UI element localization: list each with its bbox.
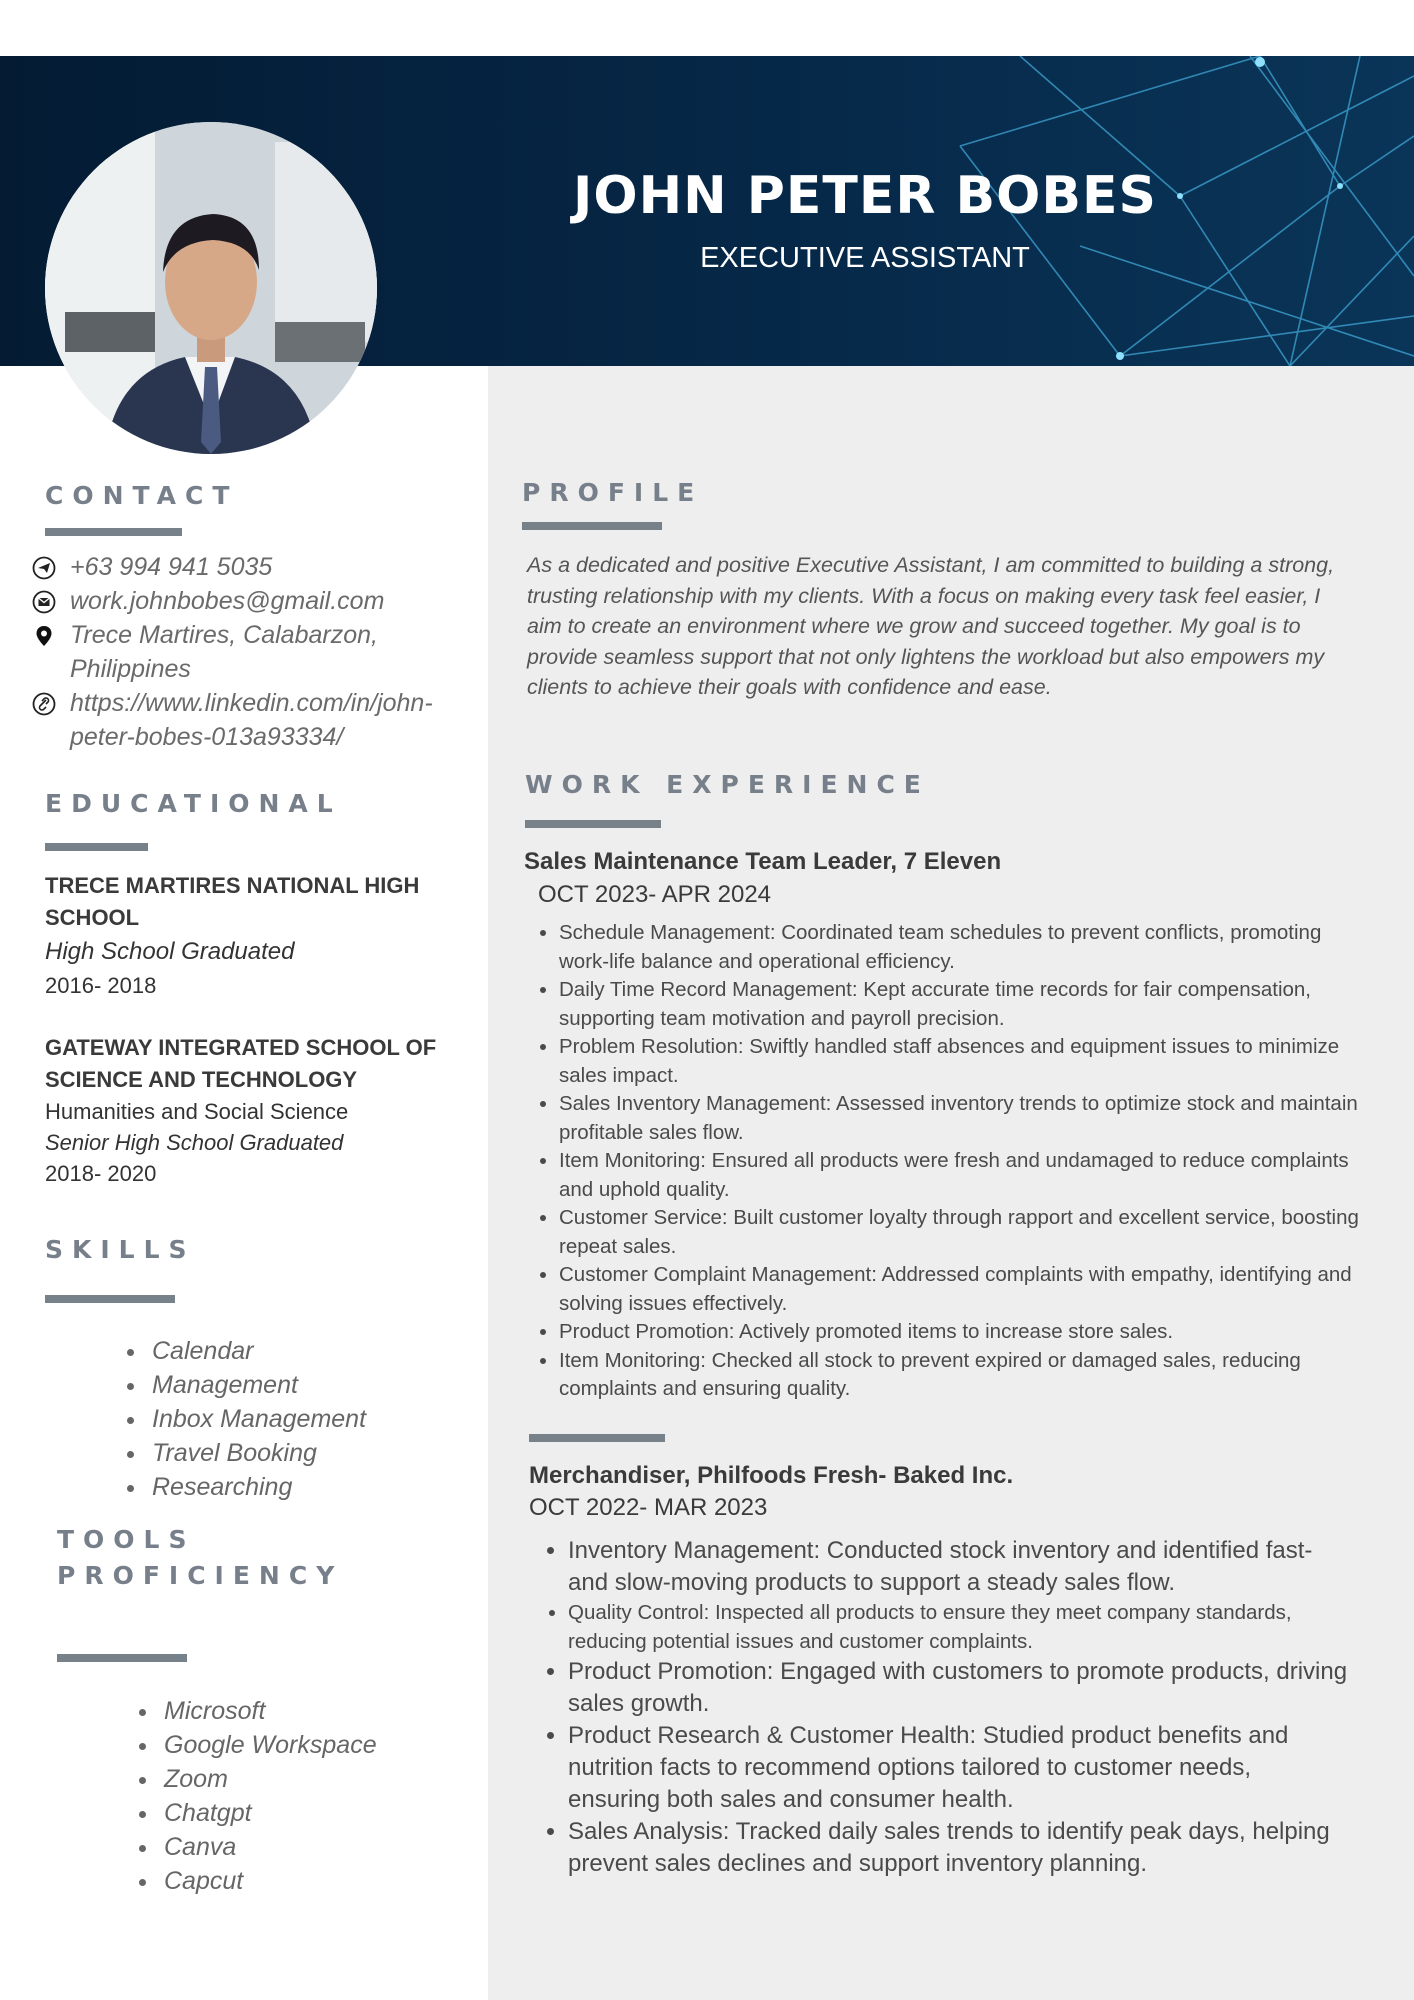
- skill-item: • Travel Booking: [148, 1436, 366, 1470]
- skill-item: • Management: [148, 1368, 366, 1402]
- job-bullet: • Problem Resolution: Swiftly handled staff absences and equipment issues to minimize sales impact.: [559, 1033, 1359, 1090]
- job-bullet: • Customer Complaint Management: Addressed complaints with empathy, identifying and solving issues effectively.: [559, 1261, 1359, 1318]
- work-divider: [525, 820, 661, 828]
- tool-item: • Microsoft: [160, 1694, 377, 1728]
- contact-location: [30, 618, 480, 686]
- job-bullet: • Schedule Management: Coordinated team schedules to prevent conflicts, promoting work-life balance and operational efficiency.: [559, 919, 1359, 976]
- tools-list: [132, 1694, 377, 1898]
- job-bullet: • Item Monitoring: Checked all stock to prevent expired or damaged sales, reducing complaints and ensuring quality.: [559, 1347, 1359, 1404]
- tools-heading: TOOLS PROFICIENCY: [57, 1525, 344, 1590]
- tool-item: • Capcut: [160, 1864, 377, 1898]
- skills-heading: SKILLS: [45, 1235, 196, 1264]
- job-bullet: • Quality Control: Inspected all products to ensure they meet company standards, reducing potential issues and customer complaints.: [568, 1599, 1348, 1656]
- job-dates: OCT 2022- MAR 2023: [529, 1494, 768, 1521]
- job-bullets: [531, 919, 1359, 1404]
- education-entry-1: [45, 870, 445, 1001]
- profile-summary: As a dedicated and positive Executive Assistant, I am committed to building a strong, trusting relationship with my clients. With a focus on making every task feel easier, I aim to create an environment where we grow and succeed together. My goal is to provide seamless support that not only lightens the workload but also empowers my clients to achieve their goals with confidence and ease.: [527, 553, 1335, 699]
- contact-phone[interactable]: [30, 550, 480, 584]
- contact-list: [30, 550, 480, 754]
- school-years: 2018- 2020: [45, 1161, 157, 1186]
- tools-divider: [57, 1654, 187, 1662]
- location-pin-icon: [32, 624, 56, 648]
- contact-phone-text: +63 994 941 5035: [70, 553, 273, 581]
- skills-list: [120, 1334, 366, 1504]
- school-degree: High School Graduated: [45, 938, 295, 965]
- school-name: TRECE MARTIRES NATIONAL HIGH SCHOOL: [45, 873, 420, 930]
- job-bullet: • Customer Service: Built customer loyalty through rapport and excellent service, boosting repeat sales.: [559, 1204, 1359, 1261]
- job-bullet: • Sales Analysis: Tracked daily sales trends to identify peak days, helping prevent sales declines and support inventory planning.: [568, 1816, 1348, 1880]
- contact-linkedin-text: https://www.linkedin.com/in/john-peter-bobes-013a93334/: [70, 689, 433, 751]
- job-bullet: • Daily Time Record Management: Kept accurate time records for fair compensation, supporting team motivation and payroll precision.: [559, 976, 1359, 1033]
- tool-item: • Chatgpt: [160, 1796, 377, 1830]
- skill-item: • Inbox Management: [148, 1402, 366, 1436]
- skills-divider: [45, 1295, 175, 1303]
- email-icon: [32, 590, 56, 614]
- skill-item: • Researching: [148, 1470, 366, 1504]
- candidate-title: EXECUTIVE ASSISTANT: [700, 242, 1030, 274]
- job-bullet: • Item Monitoring: Ensured all products were fresh and undamaged to reduce complaints and uphold quality.: [559, 1147, 1359, 1204]
- contact-heading: CONTACT: [45, 481, 239, 510]
- job-divider: [529, 1434, 665, 1442]
- contact-email[interactable]: [30, 584, 480, 618]
- job-bullet: • Inventory Management: Conducted stock inventory and identified fast- and slow-moving products to support a steady sales flow.: [568, 1535, 1348, 1599]
- job-title: Sales Maintenance Team Leader, 7 Eleven: [524, 848, 1002, 875]
- skill-item: • Calendar: [148, 1334, 366, 1368]
- tool-item: • Canva: [160, 1830, 377, 1864]
- profile-photo: [45, 122, 377, 454]
- portrait-illustration: [45, 122, 377, 454]
- profile-divider: [522, 522, 662, 530]
- education-entry-2: [45, 1032, 465, 1189]
- contact-linkedin[interactable]: [30, 686, 480, 754]
- education-divider: [45, 843, 148, 851]
- work-heading: WORK EXPERIENCE: [525, 770, 930, 799]
- contact-location-text: Trece Martires, Calabarzon, Philippines: [70, 621, 378, 683]
- school-strand: Humanities and Social Science: [45, 1099, 349, 1124]
- tool-item: • Google Workspace: [160, 1728, 377, 1762]
- job-bullet: • Product Research & Customer Health: Studied product benefits and nutrition facts to recommend options tailored to customer needs, ensuring both sales and consumer health.: [568, 1720, 1348, 1816]
- phone-icon: [32, 556, 56, 580]
- candidate-name: JOHN PETER BOBES: [573, 166, 1157, 226]
- school-name: GATEWAY INTEGRATED SCHOOL OF SCIENCE AND TECHNOLOGY: [45, 1035, 437, 1092]
- school-years: 2016- 2018: [45, 973, 157, 998]
- tool-item: • Zoom: [160, 1762, 377, 1796]
- job-bullet: • Sales Inventory Management: Assessed inventory trends to optimize stock and maintain profitable sales flow.: [559, 1090, 1359, 1147]
- job-dates: OCT 2023- APR 2024: [538, 881, 772, 908]
- contact-divider: [45, 528, 182, 536]
- profile-heading: PROFILE: [522, 478, 704, 507]
- job-title: Merchandiser, Philfoods Fresh- Baked Inc.: [529, 1462, 1014, 1489]
- education-heading: EDUCATIONAL: [45, 789, 342, 818]
- contact-email-text: work.johnbobes@gmail.com: [70, 587, 385, 615]
- job-bullet: • Product Promotion: Engaged with customers to promote products, driving sales growth.: [568, 1656, 1348, 1720]
- job-bullets: [540, 1535, 1348, 1880]
- school-degree: Senior High School Graduated: [45, 1130, 344, 1155]
- job-bullet: • Product Promotion: Actively promoted items to increase store sales.: [559, 1318, 1359, 1347]
- link-icon: [32, 692, 56, 716]
